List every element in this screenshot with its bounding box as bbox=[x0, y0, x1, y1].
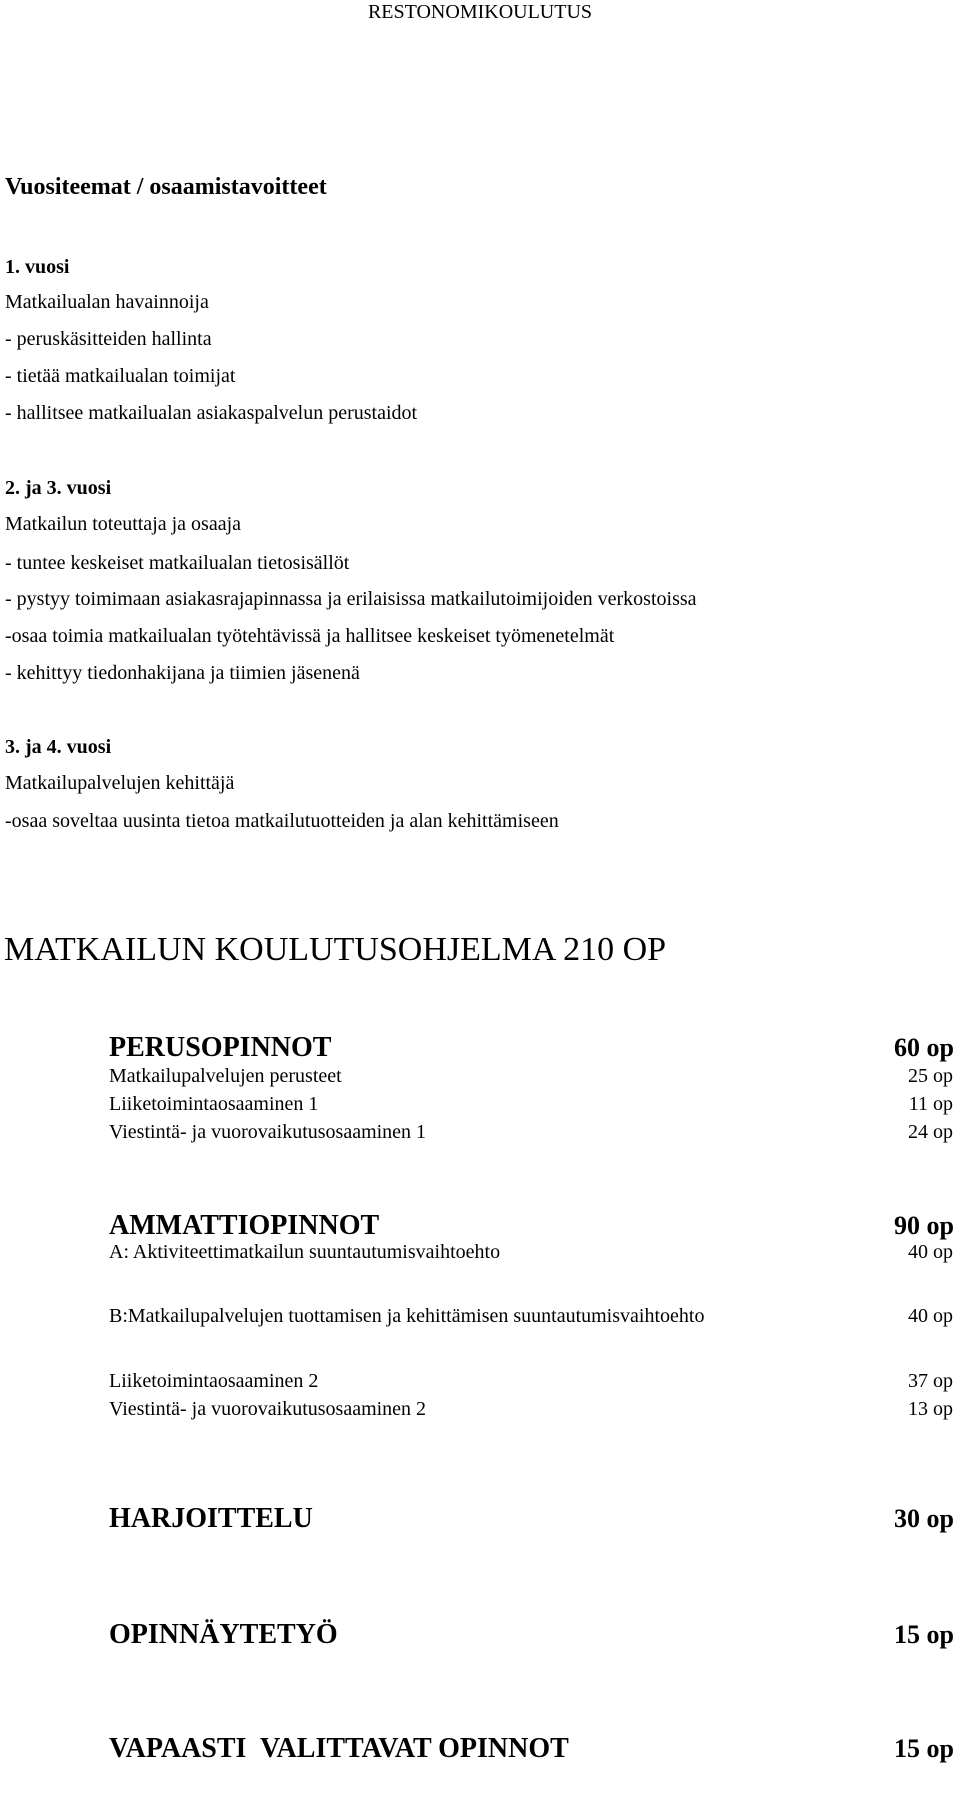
year-1-line: - tietää matkailualan toimijat bbox=[5, 365, 236, 387]
course-label: Matkailupalvelujen perusteet bbox=[109, 1065, 342, 1087]
vapaasti-heading: VAPAASTI VALITTAVAT OPINNOT bbox=[109, 1733, 569, 1764]
harjoittelu-credits: 30 op bbox=[894, 1504, 954, 1533]
year-1-line: - hallitsee matkailualan asiakaspalvelun perustaidot bbox=[5, 402, 418, 424]
course-label: Liiketoimintaosaaminen 2 bbox=[109, 1370, 319, 1392]
perusopinnot-heading: PERUSOPINNOT bbox=[109, 1032, 332, 1063]
course-credits: 24 op bbox=[908, 1121, 953, 1143]
page-header: RESTONOMIKOULUTUS bbox=[367, 1, 593, 23]
course-credits: 13 op bbox=[908, 1398, 953, 1420]
ammattiopinnot-heading: AMMATTIOPINNOT bbox=[109, 1210, 380, 1241]
year-3-line: Matkailupalvelujen kehittäjä bbox=[5, 772, 235, 794]
harjoittelu-heading: HARJOITTELU bbox=[109, 1503, 313, 1534]
program-title: MATKAILUN KOULUTUSOHJELMA 210 OP bbox=[4, 931, 667, 968]
course-credits: 11 op bbox=[908, 1093, 953, 1115]
course-label: A: Aktiviteettimatkailun suuntautumisvaihtoehto bbox=[109, 1241, 501, 1263]
vapaasti-credits: 15 op bbox=[894, 1734, 954, 1763]
opinnaytetyo-heading: OPINNÄYTETYÖ bbox=[109, 1619, 338, 1650]
course-credits: 25 op bbox=[908, 1065, 953, 1087]
year-2-heading: 2. ja 3. vuosi bbox=[5, 477, 112, 499]
goals-title: Vuositeemat / osaamistavoitteet bbox=[5, 174, 327, 200]
year-1-line: Matkailualan havainnoija bbox=[5, 291, 209, 313]
year-1-line: - peruskäsitteiden hallinta bbox=[5, 328, 212, 350]
course-label: Viestintä- ja vuorovaikutusosaaminen 2 bbox=[109, 1398, 427, 1420]
year-3-line: -osaa soveltaa uusinta tietoa matkailutuotteiden ja alan kehittämiseen bbox=[5, 810, 559, 832]
course-credits: 37 op bbox=[908, 1370, 953, 1392]
year-2-line: - pystyy toimimaan asiakasrajapinnassa ja erilaisissa matkailutoimijoiden verkostoissa bbox=[5, 588, 697, 610]
course-label: B:Matkailupalvelujen tuottamisen ja kehittämisen suuntautumisvaihtoehto bbox=[109, 1305, 705, 1327]
year-2-line: -osaa toimia matkailualan työtehtävissä ja hallitsee keskeiset työmenetelmät bbox=[5, 625, 615, 647]
year-3-heading: 3. ja 4. vuosi bbox=[5, 736, 112, 758]
perusopinnot-credits: 60 op bbox=[894, 1033, 954, 1062]
course-label: Liiketoimintaosaaminen 1 bbox=[109, 1093, 319, 1115]
year-2-line: - kehittyy tiedonhakijana ja tiimien jäsenenä bbox=[5, 662, 360, 684]
year-2-line: - tuntee keskeiset matkailualan tietosisällöt bbox=[5, 552, 350, 574]
course-credits: 40 op bbox=[908, 1241, 953, 1263]
course-credits: 40 op bbox=[908, 1305, 953, 1327]
course-label: Viestintä- ja vuorovaikutusosaaminen 1 bbox=[109, 1121, 427, 1143]
ammattiopinnot-credits: 90 op bbox=[894, 1211, 954, 1240]
year-1-heading: 1. vuosi bbox=[5, 256, 70, 278]
opinnaytetyo-credits: 15 op bbox=[894, 1620, 954, 1649]
year-2-line: Matkailun toteuttaja ja osaaja bbox=[5, 513, 242, 535]
